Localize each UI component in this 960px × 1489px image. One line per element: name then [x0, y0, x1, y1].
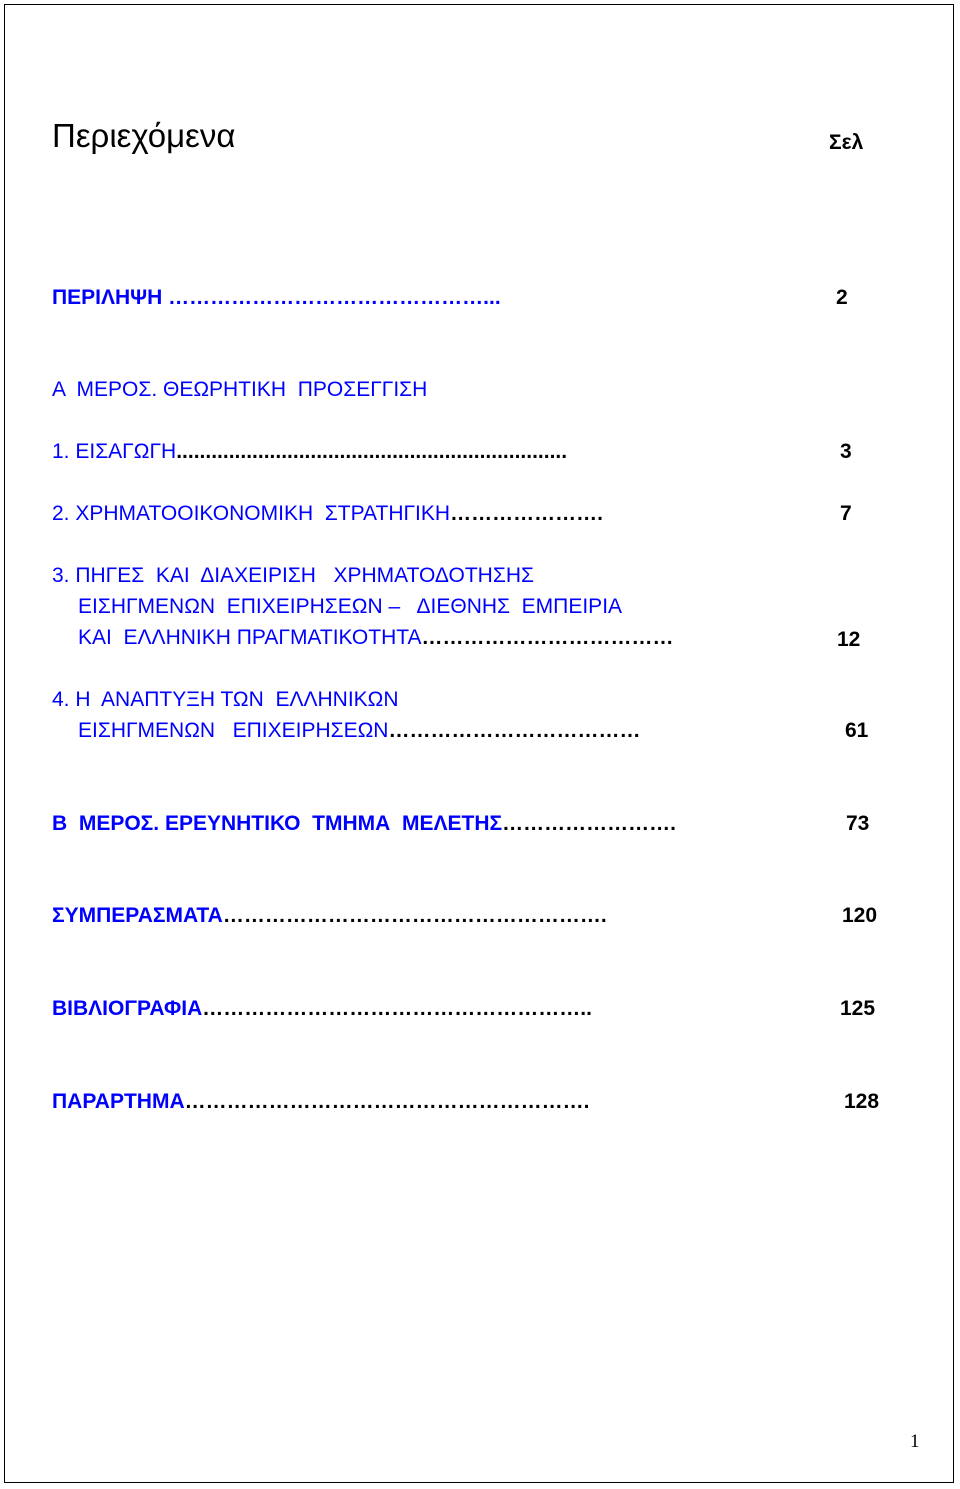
toc-part-b-label — [52, 813, 676, 834]
toc-part-b-title: Β ΜΕΡΟΣ. ΕΡΕΥΝΗΤΙΚΟ ΤΜΗΜΑ ΜΕΛΕΤΗΣ — [52, 812, 503, 835]
toc-conclusions-page: 120 — [842, 904, 878, 927]
toc-ch4-line1: 4. Η ΑΝΑΠΤΥΞΗ ΤΩΝ ΕΛΛΗΝΙΚΩΝ — [52, 688, 399, 711]
toc-conclusions-title: ΣΥΜΠΕΡΑΣΜΑΤΑ — [52, 904, 223, 927]
toc-ch3-line1: 3. ΠΗΓΕΣ ΚΑΙ ΔΙΑΧΕΙΡΙΣΗ ΧΡΗΜΑΤΟΔΟΤΗΣΗΣ — [52, 564, 534, 587]
toc-ch3-line3 — [78, 627, 674, 648]
toc-summary-page: 2 — [836, 286, 848, 309]
toc-ch2-page: 7 — [840, 502, 852, 525]
toc-bibliography-dots: ……………………………………………….. — [202, 997, 592, 1020]
toc-ch4-line2 — [78, 720, 640, 741]
toc-summary-label: ΠΕΡΙΛΗΨΗ ………………………………………... — [52, 286, 501, 309]
toc-conclusions-label — [52, 905, 607, 926]
toc-ch2-label — [52, 503, 603, 524]
toc-appendix-dots: …………………………………………………. — [184, 1090, 590, 1113]
toc-appendix-title: ΠΑΡΑΡΤΗΜΑ — [52, 1090, 185, 1113]
toc-ch4-page: 61 — [845, 719, 869, 742]
toc-appendix-page: 128 — [844, 1090, 880, 1113]
toc-ch3-page: 12 — [837, 628, 861, 651]
toc-ch4-title: ΕΙΣΗΓΜΕΝΩΝ ΕΠΙΧΕΙΡΗΣΕΩΝ — [78, 719, 389, 742]
page-column-header: Σελ — [829, 131, 864, 154]
toc-bibliography-page: 125 — [840, 997, 876, 1020]
toc-ch4-dots: ……………………………… — [388, 719, 641, 742]
toc-ch1-title: 1. ΕΙΣΑΓΩΓΗ — [52, 440, 177, 463]
toc-bibliography-title: ΒΙΒΛΙΟΓΡΑΦΙΑ — [52, 997, 203, 1020]
toc-ch2-title: 2. ΧΡΗΜΑΤΟΟΙΚΟΝΟΜΙΚΗ ΣΤΡΑΤΗΓΙΚΗ — [52, 502, 451, 525]
toc-ch3-dots: ……………………………… — [421, 626, 674, 649]
toc-ch1-label — [52, 441, 567, 462]
document-page — [4, 4, 954, 1483]
toc-part-a-heading: Α ΜΕΡΟΣ. ΘΕΩΡΗΤΙΚΗ ΠΡΟΣΕΓΓΙΣΗ — [52, 378, 428, 401]
toc-part-b-page: 73 — [846, 812, 870, 835]
toc-ch1-page: 3 — [840, 440, 852, 463]
page-title: Περιεχόμενα — [52, 117, 236, 154]
toc-part-b-dots: ……………………. — [502, 812, 676, 835]
toc-appendix-label — [52, 1091, 589, 1112]
toc-ch3-title: ΚΑΙ ΕΛΛΗΝΙΚΗ ΠΡΑΓΜΑΤΙΚΟΤΗΤΑ — [78, 626, 422, 649]
toc-bibliography-label — [52, 998, 592, 1019]
toc-ch3-line2: ΕΙΣΗΓΜΕΝΩΝ ΕΠΙΧΕΙΡΗΣΕΩΝ – ΔΙΕΘΝΗΣ ΕΜΠΕΙΡΙΑ — [78, 595, 623, 618]
toc-conclusions-dots: ………………………………………………. — [222, 904, 607, 927]
page-number: 1 — [910, 1431, 920, 1452]
toc-ch2-dots: …………………. — [450, 502, 603, 525]
toc-ch1-dots: ................................................................... — [176, 440, 568, 463]
